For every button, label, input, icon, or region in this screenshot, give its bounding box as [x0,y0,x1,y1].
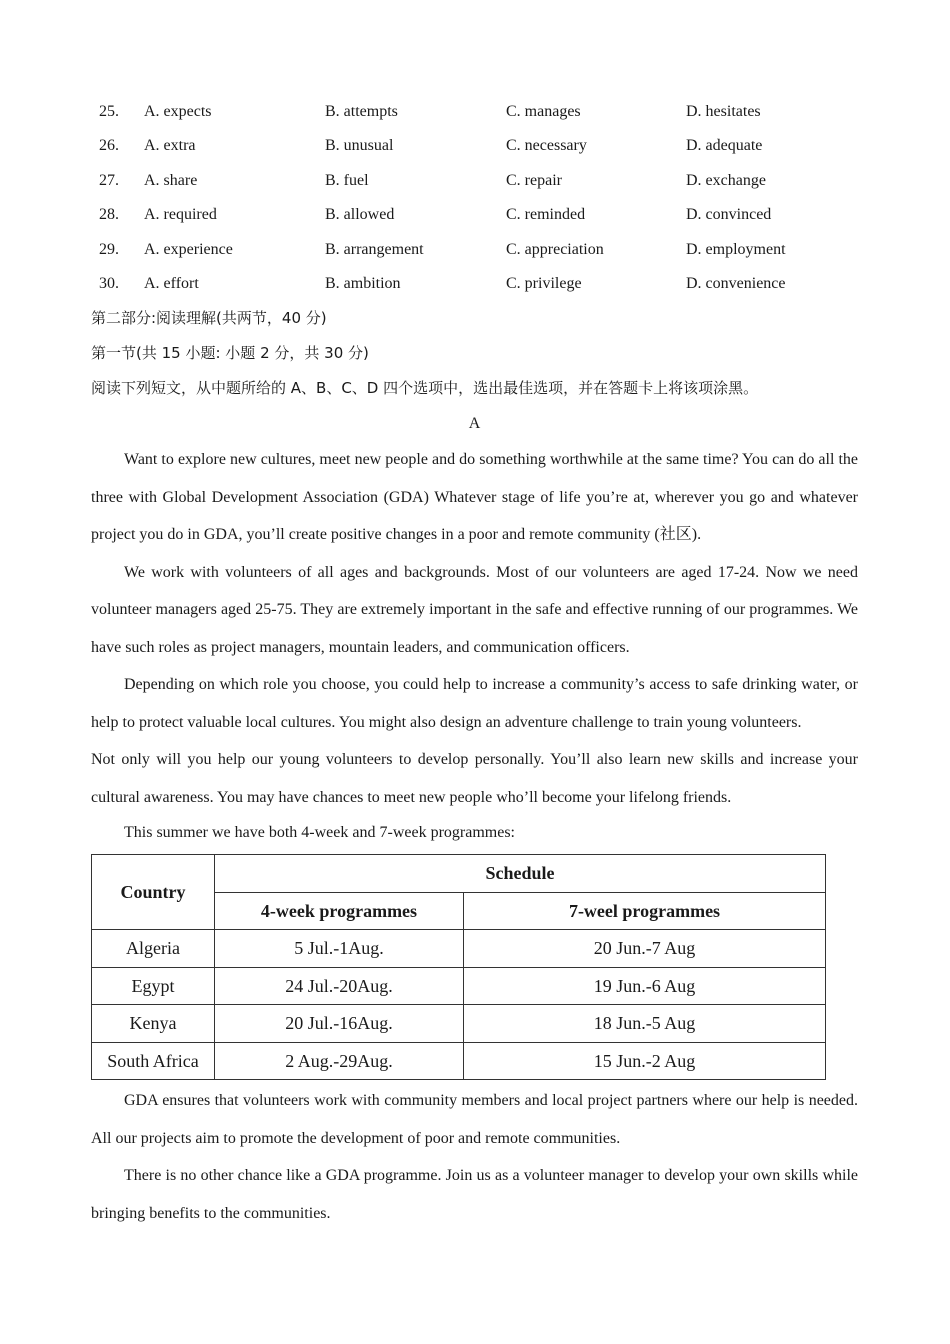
option-b: B. ambition [325,274,401,292]
table-row [92,930,826,968]
question-row [91,198,858,232]
paragraph: This summer we have both 4-week and 7-week programmes: [124,824,515,842]
cell-country: Algeria [92,930,215,968]
option-c: C. repair [506,171,562,189]
cell-country: South Africa [92,1042,215,1080]
option-d: D. exchange [686,171,766,189]
question-row [91,129,858,163]
table-row [92,967,826,1005]
cell-4week: 2 Aug.-29Aug. [215,1042,464,1080]
table-header-row [92,855,826,893]
option-a: A. share [144,171,198,189]
question-number: 25. [99,103,119,120]
option-b: B. fuel [325,171,369,189]
cell-7week: 15 Jun.-2 Aug [464,1042,826,1080]
page-content [91,95,858,1232]
option-d: D. convenience [686,274,786,292]
table-row [92,1042,826,1080]
option-d: D. hesitates [686,103,761,120]
header-7week: 7-weel programmes [464,892,826,930]
paragraph: Depending on which role you choose, you could help to increase a community’s access to safe drinking water, or help to protect valuable local cultures. You might also design an adventure challenge to train young volunteers. [91,676,858,731]
question-number: 30. [99,274,119,292]
schedule-table [91,854,826,1080]
option-a: A. experience [144,240,233,258]
option-a: A. required [144,206,217,224]
header-country: Country [92,855,215,930]
question-number: 26. [99,137,119,155]
option-b: B. unusual [325,137,394,155]
paragraph: Want to explore new cultures, meet new people and do something worthwhile at the same time? You can do all the three with Global Development Association (GDA) Whatever stage of life you’re at, wherever you go and whatever project you do in GDA, you’ll create positive changes in a poor and remote community (社区). [91,451,858,544]
option-a: A. effort [144,274,199,292]
option-c: C. necessary [506,137,587,155]
option-c: C. reminded [506,206,586,224]
option-c: C. privilege [506,274,582,292]
question-row [91,164,858,198]
option-b: B. attempts [325,103,398,120]
question-row [91,267,858,301]
question-number: 29. [99,240,119,258]
cell-7week: 18 Jun.-5 Aug [464,1005,826,1043]
part-title: 第二部分:阅读理解(共两节，40 分) [91,309,327,328]
cell-country: Egypt [92,967,215,1005]
header-schedule: Schedule [215,855,826,893]
option-b: B. allowed [325,206,395,224]
option-a: A. expects [144,103,212,120]
option-d: D. employment [686,240,786,258]
question-row [91,95,858,129]
question-row [91,233,858,267]
option-a: A. extra [144,137,196,155]
header-4week: 4-week programmes [215,892,464,930]
option-b: B. arrangement [325,240,424,258]
passage-letter: A [468,415,481,433]
option-c: C. manages [506,103,581,120]
cell-7week: 19 Jun.-6 Aug [464,967,826,1005]
cell-country: Kenya [92,1005,215,1043]
paragraph: We work with volunteers of all ages and backgrounds. Most of our volunteers are aged 17-24. Now we need volunteer managers aged 25-75. They are extremely important in the safe and effective running of our programmes. We have such roles as project managers, mountain leaders, and communication officers. [91,563,858,656]
section-title: 第一节(共 15 小题: 小题 2 分，共 30 分) [91,344,369,363]
option-c: C. appreciation [506,240,604,258]
instructions: 阅读下列短文，从中题所给的 A、B、C、D 四个选项中，选出最佳选项，并在答题卡上将该项涂黑。 [91,379,759,398]
cell-7week: 20 Jun.-7 Aug [464,930,826,968]
table-row [92,1005,826,1043]
cell-4week: 20 Jul.-16Aug. [215,1005,464,1043]
cell-4week: 24 Jul.-20Aug. [215,967,464,1005]
question-number: 27. [99,171,119,189]
paragraph: GDA ensures that volunteers work with community members and local project partners where our help is needed. All our projects aim to promote the development of poor and remote communities. [91,1092,858,1147]
option-d: D. convinced [686,206,772,224]
question-list [91,95,858,301]
option-d: D. adequate [686,137,763,155]
question-number: 28. [99,206,119,224]
paragraph: There is no other chance like a GDA programme. Join us as a volunteer manager to develop your own skills while bringing benefits to the communities. [91,1167,858,1222]
paragraph: Not only will you help our young volunteers to develop personally. You’ll also learn new skills and increase your cultural awareness. You may have chances to meet new people who’ll become your lifelong friends. [91,751,858,806]
cell-4week: 5 Jul.-1Aug. [215,930,464,968]
